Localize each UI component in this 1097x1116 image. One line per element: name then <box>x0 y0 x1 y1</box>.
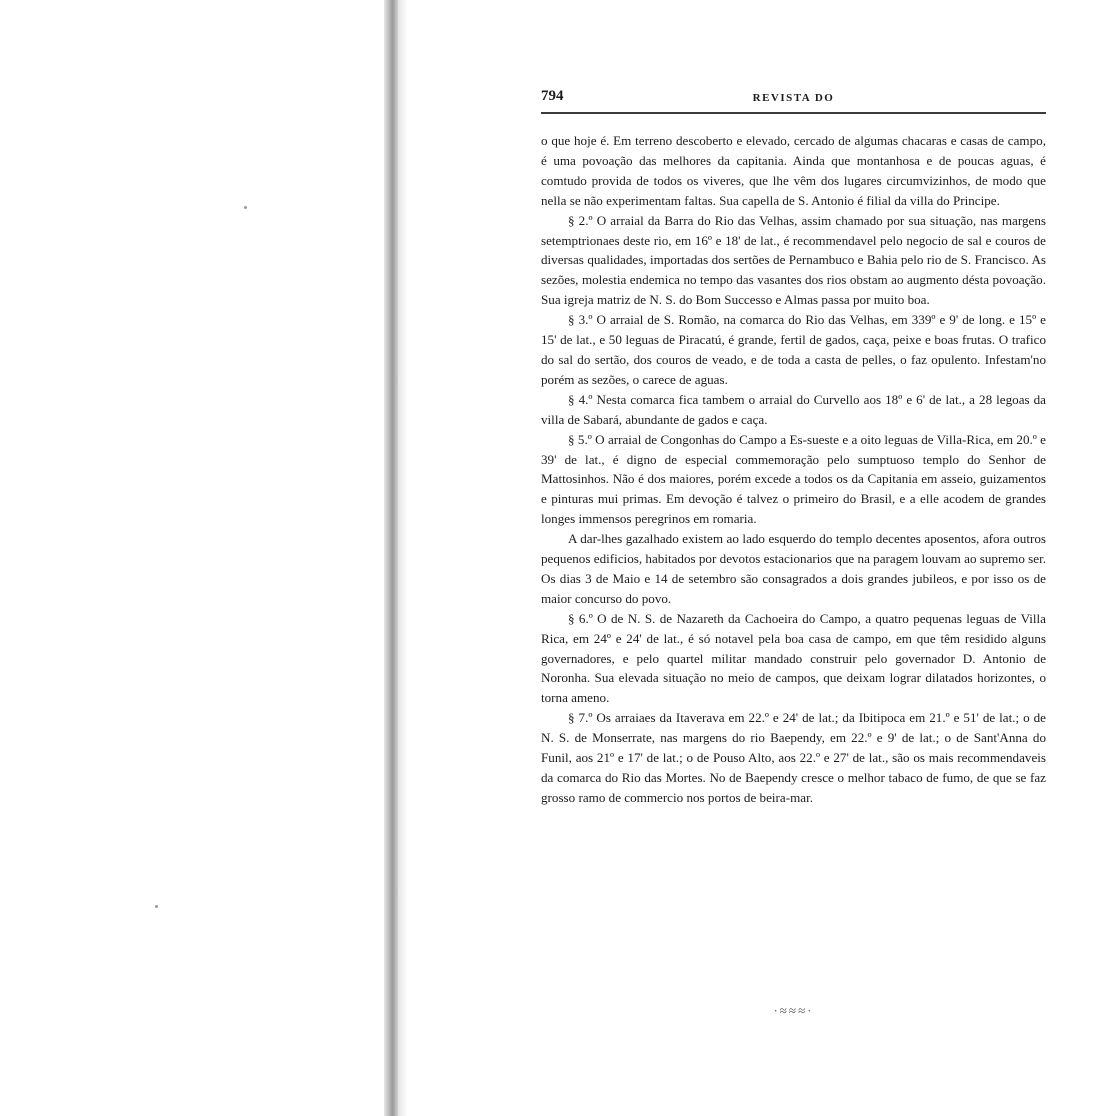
paragraph-section-5-cont: A dar-lhes gazalhado existem ao lado esquerdo do templo decentes aposentos, afora outros pequenos edificios, habitados por devotos estacionarios que na paragem louvam ao supremo ser. Os dias 3 de Maio e 14 de setembro são consagrados a dois grandes jubileos, e por isso os de maior concurso do povo. <box>541 531 1046 606</box>
page-header <box>541 88 1046 106</box>
paragraph-section-2: § 2.º O arraial da Barra do Rio das Velhas, assim chamado por sua situação, nas margens setemptrionaes deste rio, em 16º e 18' de lat., é recommendavel pelo negocio de sal e couros de diversas qualidades, importadas dos sertões de Pernambuco e Bahia pelo rio de S. Francisco. As sezões, molestia endemica no tempo das vasantes dos rios obstam ao augmento désta povoação. Sua igreja matriz de N. S. do Bom Successo e Almas passa por muito boa. <box>541 212 1046 308</box>
page-speck <box>155 905 158 908</box>
gutter-shadow <box>398 0 408 1116</box>
header-rule <box>541 112 1046 114</box>
paragraph-section-6: § 6.º O de N. S. de Nazareth da Cachoeira do Campo, a quatro pequenas leguas de Villa Rica, em 24º e 24' de lat., é só notavel pela boa casa de campo, em que têm residido alguns governadores, e pelo quartel militar mandado construir pelo governador D. Antonio de Noronha. Sua elevada situação no meio de campos, que deixam lograr dilatados horizontes, o torna ameno. <box>541 610 1046 706</box>
page-number: 794 <box>541 88 564 104</box>
page-speck <box>244 206 247 209</box>
book-gutter <box>384 0 398 1116</box>
paragraph-section-4: § 4.º Nesta comarca fica tambem o arraial do Curvello aos 18º e 6' de lat., a 28 legoas da villa de Sabará, abundante de gados e caça. <box>541 391 1046 427</box>
end-ornament: ·≈≈≈· <box>773 1003 814 1018</box>
paragraph-section-7: § 7.º Os arraiaes da Itaverava em 22.º e 24' de lat.; da Ibitipoca em 21.º e 51' de lat.; o de N. S. de Monserrate, nas margens do rio Baependy, em 22.º e 9' de lat.; o de Sant'Anna do Funil, aos 21º e 17' de lat.; o de Pouso Alto, aos 22.º e 27' de lat., são os mais recommendaveis da comarca do Rio das Mortes. No de Baependy cresce o melhor tabaco de fumo, de que se faz grosso ramo de commercio nos portos de beira-mar. <box>541 710 1046 805</box>
paragraph-section-3: § 3.º O arraial de S. Romão, na comarca do Rio das Velhas, em 339º e 9' de long. e 15º e 15' de lat., e 50 leguas de Piracatú, é grande, fertil de gados, caça, peixe e boas frutas. O trafico do sal do sertão, dos couros de veado, e de toda a casta de pelles, o faz opulento. Infestam'no porém as sezões, o carece de aguas. <box>541 312 1046 387</box>
body-text <box>541 131 1046 808</box>
paragraph-section-5: § 5.º O arraial de Congonhas do Campo a Es-sueste e a oito leguas de Villa-Rica, em 20.º e 39' de lat., é digno de especial commemoração pelo sumptuoso templo do Senhor de Mattosinhos. Não é dos maiores, porém excede a todos os da Capitania em asseio, guizamentos e pinturas mui primas. Em devoção é talvez o primeiro do Brasil, e a elle acodem de grandes longes immensos peregrinos em romaria. <box>541 431 1046 527</box>
paragraph-continuation: o que hoje é. Em terreno descoberto e elevado, cercado de algumas chacaras e casas de campo, é uma povoação das melhores da capitania. Ainda que montanhosa e de poucas aguas, é comtudo provida de todos os viveres, que lhe vêm dos lugares circumvizinhos, de modo que nella se não experimentam faltas. Sua capella de S. Antonio é filial da villa do Principe. <box>541 133 1046 208</box>
running-head: REVISTA DO <box>752 92 835 104</box>
